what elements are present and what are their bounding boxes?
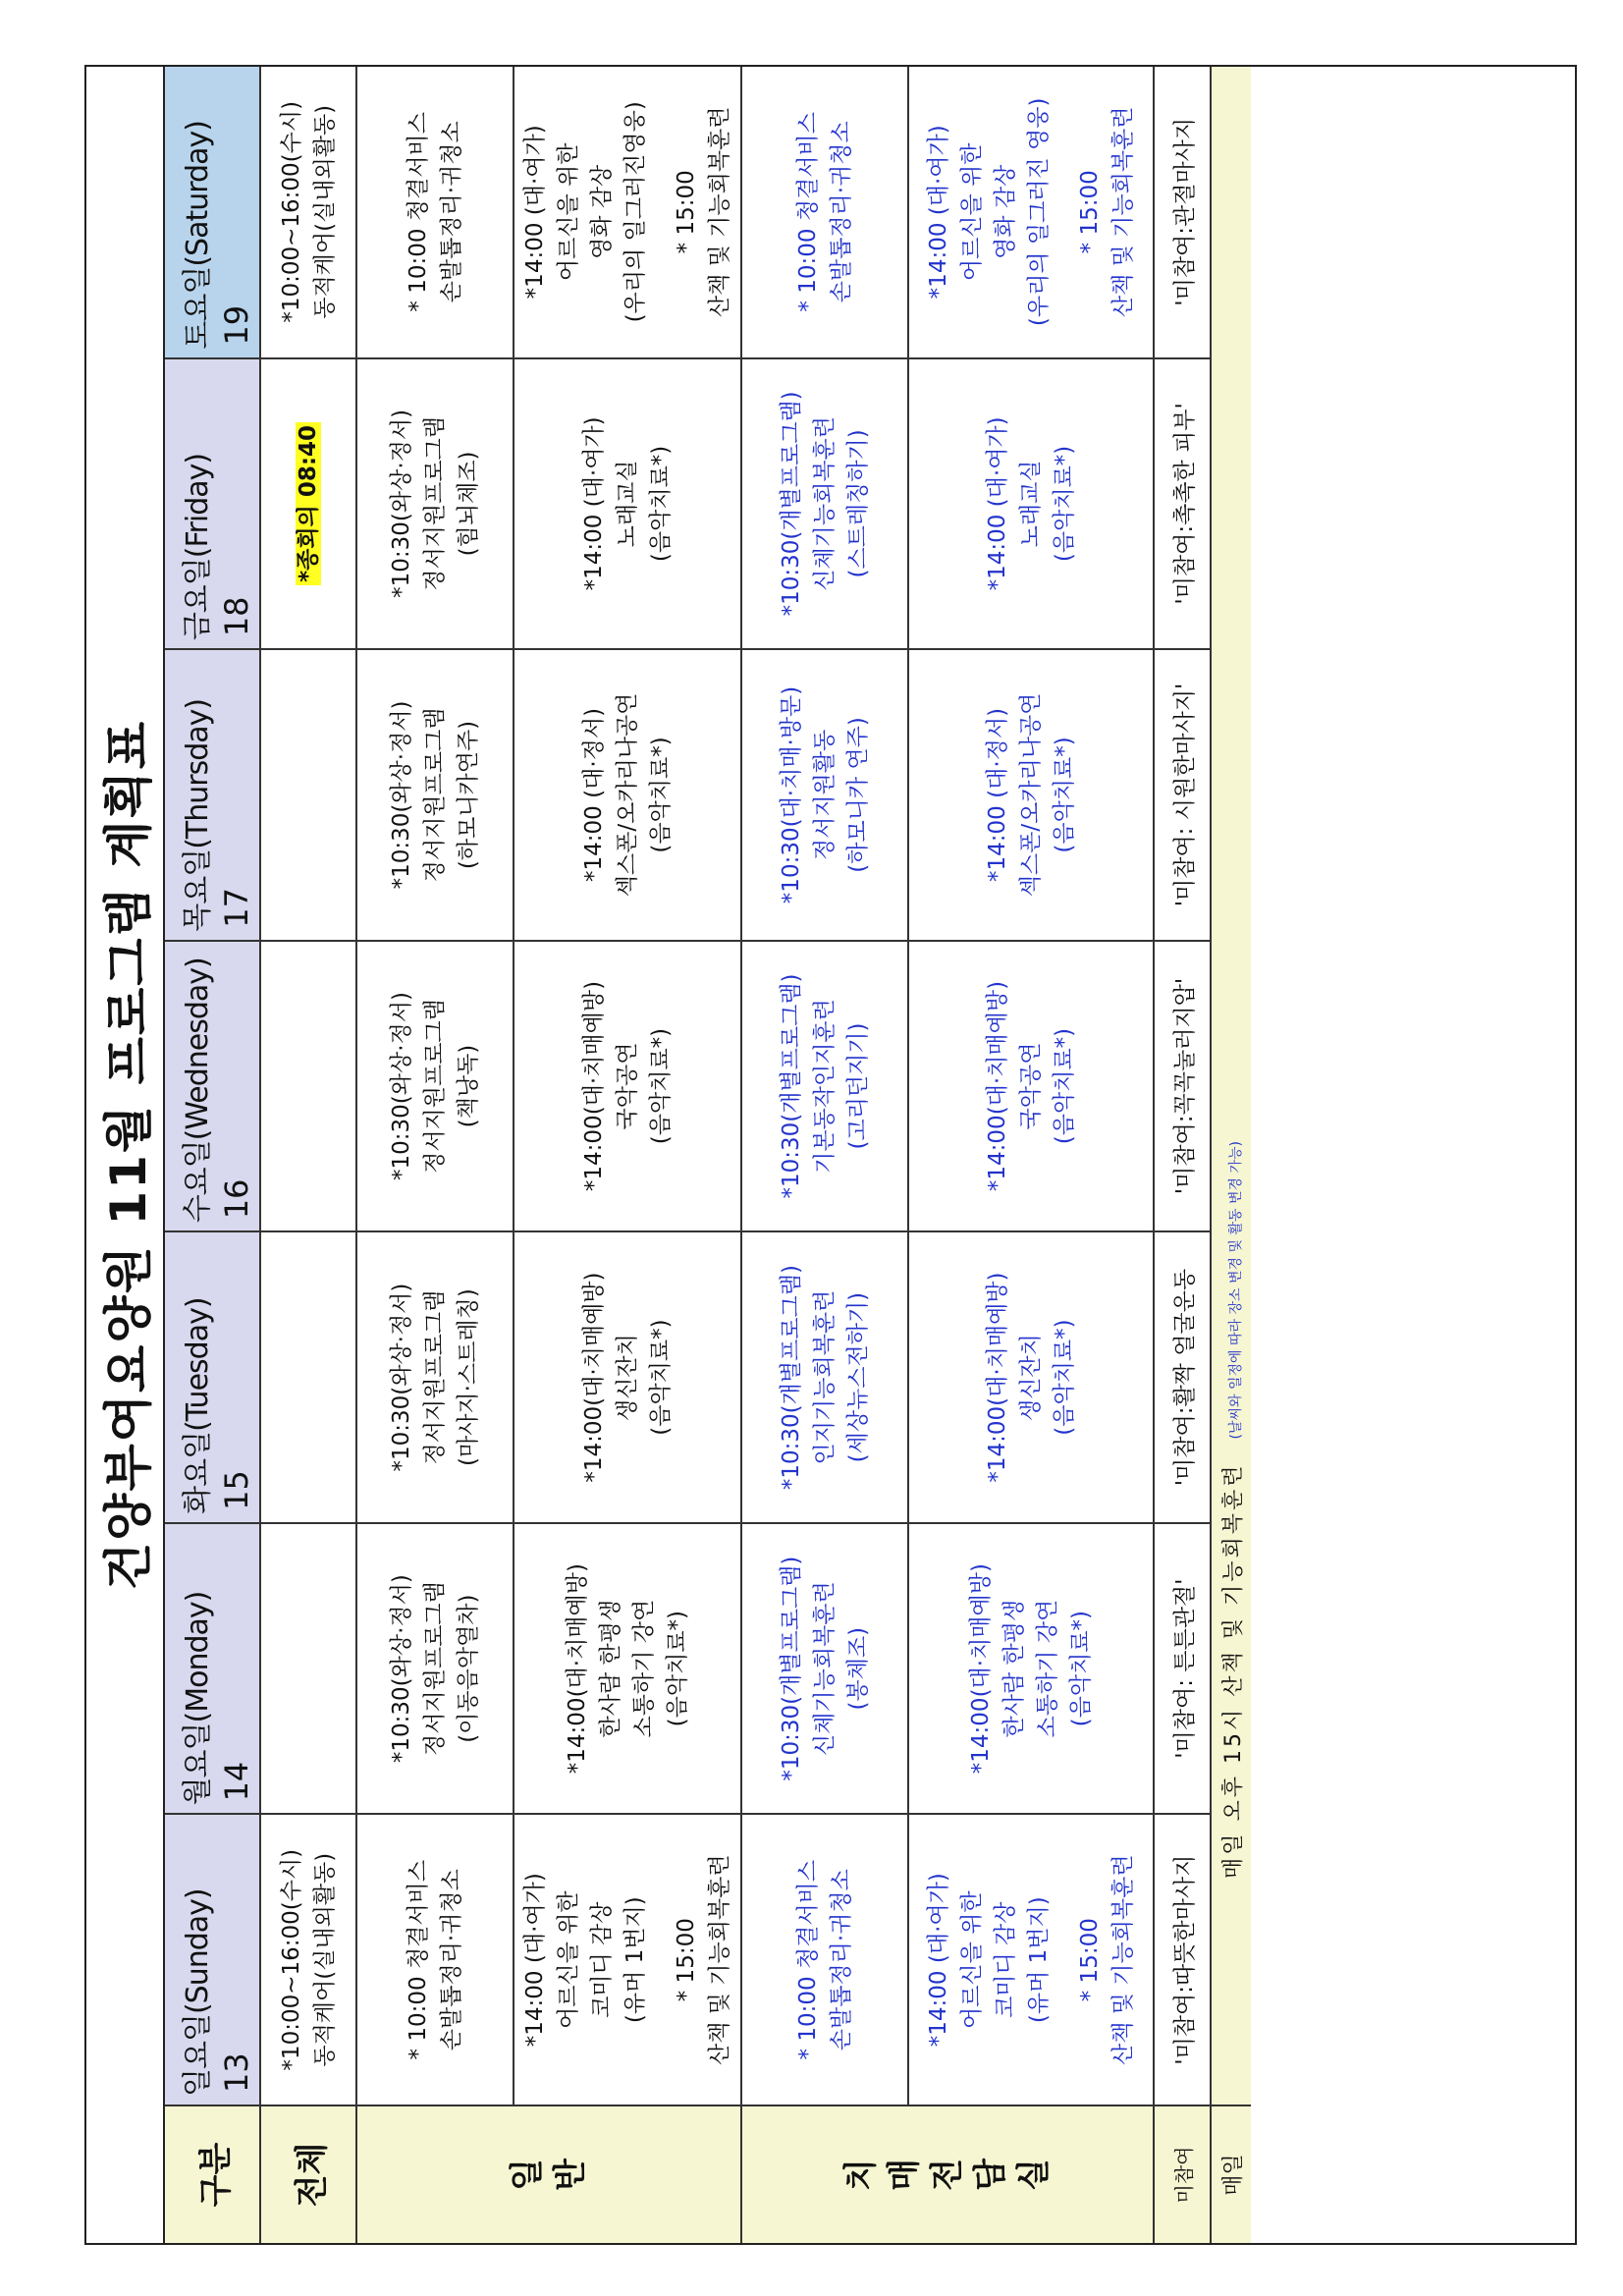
cell-line: (힘뇌체조): [456, 451, 481, 557]
day-header-wednesday: [165, 941, 260, 1232]
general-pm-saturday: [514, 67, 741, 358]
cell-line: (마사지·스트레칭): [456, 1288, 481, 1466]
cell-line: (음악치료*): [648, 1027, 674, 1145]
dementia-am-tuesday: [741, 1231, 908, 1523]
all-saturday: [260, 67, 356, 358]
cell-line: 생신잔치: [1018, 1334, 1044, 1422]
general-am-friday: [356, 358, 514, 650]
cell-line: (하모니카연주): [456, 720, 481, 870]
corner-label: 구분: [165, 2105, 260, 2243]
day-name: 금요일(Friday): [181, 453, 215, 641]
cell-line: 정서지원프로그램: [422, 416, 448, 591]
cell-line: * 10:00 청결서비스: [795, 1859, 821, 2060]
day-date: 19: [218, 304, 255, 346]
cell-line: (음악치료*): [1052, 1027, 1077, 1145]
day-date: 18: [218, 596, 255, 637]
cell-line: *10:00~16:00(수시): [279, 1848, 304, 2071]
general-am-row: [356, 67, 514, 2243]
absent-saturday: '미참여:관절마사지: [1154, 67, 1211, 358]
cell-line: * 10:00 청결서비스: [406, 1859, 431, 2060]
cell-line: (우리의 일그러진 영웅): [1026, 97, 1052, 327]
dementia-am-sunday: [741, 1814, 908, 2105]
cell-line: (음악치료*): [1052, 445, 1077, 563]
dementia-am-saturday: [741, 67, 908, 358]
cell-line: 기본동작인지훈련: [812, 999, 838, 1174]
cell-line: (고리던지기): [845, 1022, 871, 1150]
daily-note: [1211, 67, 1251, 2105]
section-label: 일 반: [508, 2159, 590, 2191]
cell-line: 코미디 감상: [589, 1901, 615, 2018]
cell-line: 손발톱정리·귀청소: [829, 1869, 854, 2051]
cell-line: * 15:00: [674, 170, 699, 254]
cell-line: *14:00 (대·여가): [522, 1873, 548, 2048]
cell-line: *14:00 (대·정서): [985, 707, 1010, 882]
cell-line: *14:00 (대·여가): [926, 1873, 951, 2048]
cell-line: *14:00 (대·정서): [581, 707, 607, 882]
cell-line: 어르신을 위한: [959, 142, 985, 282]
dementia-am-wednesday: [741, 941, 908, 1232]
general-am-tuesday: [356, 1231, 514, 1523]
cell-line: 섹스폰/오카리나공연: [1018, 692, 1044, 898]
dementia-pm-monday: [908, 1523, 1154, 1815]
all-tuesday: [260, 1231, 356, 1523]
daily-text: 매일 오후 15시 산책 및 기능회복훈련: [1220, 1462, 1246, 1879]
absent-sunday: '미참여:따뜻한마사지: [1154, 1814, 1211, 2105]
cell-line: 한사람 한평생: [1001, 1599, 1027, 1738]
cell-line: 산책 및 기능회복훈련: [1110, 1854, 1136, 2065]
absent-friday: '미참여:촉촉한 피부': [1154, 358, 1211, 650]
dementia-pm-row: [908, 67, 1154, 2243]
section-absent: 미참여: [1154, 2105, 1211, 2243]
day-header-friday: [165, 358, 260, 650]
cell-line: 코미디 감상: [993, 1901, 1018, 2018]
cell-line: 노래교실: [1018, 460, 1044, 548]
dementia-pm-wednesday: [908, 941, 1154, 1232]
general-am-wednesday: [356, 941, 514, 1232]
cell-line: 섹스폰/오카리나공연: [615, 692, 640, 898]
cell-line: 정서지원프로그램: [422, 1289, 448, 1465]
cell-line: *10:30(개별프로그램): [779, 1265, 804, 1491]
all-row: [260, 67, 356, 2243]
schedule-frame: [84, 65, 1577, 2245]
cell-line: 소통하기 강연: [631, 1599, 657, 1738]
all-monday: [260, 1523, 356, 1815]
cell-line: *10:30(와상·정서): [389, 409, 414, 598]
cell-line: 인지기능회복훈련: [812, 1289, 838, 1465]
cell-line: 영화 감상: [993, 164, 1018, 259]
cell-line: *10:30(와상·정서): [389, 700, 414, 890]
cell-line: 영화 감상: [589, 164, 615, 259]
cell-line: (스트레칭하기): [845, 429, 871, 578]
daily-subnote: (날씨와 일정에 따라 장소 변경 및 활동 변경 가능): [1227, 1141, 1244, 1440]
cell-line: 손발톱정리·귀청소: [439, 121, 464, 303]
cell-line: (유머 1번지): [1026, 1896, 1052, 2024]
general-pm-sunday: [514, 1814, 741, 2105]
cell-line: * 10:00 청결서비스: [406, 112, 431, 312]
cell-line: * 15:00: [1077, 170, 1103, 254]
cell-line: *14:00(대·치매예방): [581, 1272, 607, 1483]
cell-line: (책낭독): [456, 1044, 481, 1128]
day-date: 17: [218, 888, 255, 928]
cell-line: 산책 및 기능회복훈련: [707, 106, 732, 318]
dementia-pm-sunday: [908, 1814, 1154, 2105]
cell-line: 국악공연: [1018, 1042, 1044, 1130]
cell-line: (세상뉴스전하기): [845, 1291, 871, 1463]
page-title: 건양부여요양원 11월 프로그램 계획표: [86, 67, 165, 2243]
day-header-sunday: [165, 1814, 260, 2105]
section-label: 치 매 전 담 실: [841, 2159, 1054, 2191]
cell-line: (봉체조): [845, 1626, 871, 1711]
dementia-pm-tuesday: [908, 1231, 1154, 1523]
cell-line: 어르신을 위한: [556, 1890, 581, 2030]
day-header-saturday: [165, 67, 260, 358]
cell-line: *14:00 (대·여가): [926, 125, 951, 300]
day-date: 15: [218, 1470, 255, 1510]
general-pm-tuesday: [514, 1231, 741, 1523]
cell-line: 동적케어(실내외활동): [312, 1852, 338, 2067]
section-all: 전체: [260, 2105, 356, 2243]
general-am-sunday: [356, 1814, 514, 2105]
absent-tuesday: '미참여:활짝 얼굴운동: [1154, 1231, 1211, 1523]
cell-line: *14:00(대·치매예방): [968, 1563, 994, 1775]
cell-line: *10:30(개별프로그램): [779, 973, 804, 1199]
cell-line: 어르신을 위한: [556, 142, 581, 282]
day-name: 목요일(Thursday): [181, 698, 215, 932]
cell-line: * 15:00: [674, 1918, 699, 2002]
all-wednesday: [260, 941, 356, 1232]
cell-line: (유머 1번지): [622, 1896, 648, 2024]
cell-line: *14:00(대·치매예방): [565, 1563, 590, 1775]
absent-thursday: '미참여: 시원한마사지': [1154, 649, 1211, 941]
day-name: 일요일(Sunday): [181, 1888, 215, 2097]
day-name: 월요일(Monday): [181, 1591, 215, 1806]
cell-line: *14:00(대·치매예방): [985, 1272, 1010, 1483]
day-header-thursday: [165, 649, 260, 941]
meeting-highlight: *종회의 08:40: [296, 422, 321, 585]
cell-line: 신체기능회복훈련: [812, 416, 838, 591]
cell-line: 생신잔치: [615, 1334, 640, 1422]
cell-line: 어르신을 위한: [959, 1890, 985, 2030]
header-row: [165, 67, 260, 2243]
day-header-monday: [165, 1523, 260, 1815]
cell-line: (음악치료*): [1052, 1319, 1077, 1436]
general-am-saturday: [356, 67, 514, 358]
dementia-am-thursday: [741, 649, 908, 941]
cell-line: *14:00 (대·여가): [985, 416, 1010, 591]
absent-row: [1154, 67, 1211, 2243]
daily-row: [1211, 67, 1251, 2243]
cell-line: *10:30(대·치매·방문): [779, 685, 804, 904]
cell-line: *14:00 (대·여가): [581, 416, 607, 591]
general-pm-row: [514, 67, 741, 2243]
day-date: 16: [218, 1178, 255, 1220]
day-date: 13: [218, 2052, 255, 2093]
general-pm-monday: [514, 1523, 741, 1815]
general-pm-friday: [514, 358, 741, 650]
dementia-am-friday: [741, 358, 908, 650]
cell-line: *14:00(대·치매예방): [985, 980, 1010, 1192]
general-am-thursday: [356, 649, 514, 941]
cell-line: 산책 및 기능회복훈련: [1110, 106, 1136, 318]
cell-line: 한사람 한평생: [598, 1599, 623, 1738]
cell-line: *10:30(와상·정서): [389, 1574, 414, 1764]
cell-line: (음악치료*): [1068, 1610, 1094, 1727]
cell-line: 손발톱정리·귀청소: [439, 1869, 464, 2051]
section-dementia: [741, 2105, 1154, 2243]
schedule-table: [165, 67, 1251, 2243]
cell-line: (우리의 일그러진영웅): [622, 101, 648, 323]
cell-line: 정서지원프로그램: [422, 707, 448, 883]
cell-line: (음악치료*): [1052, 737, 1077, 853]
absent-monday: '미참여: 튼튼관절': [1154, 1523, 1211, 1815]
cell-line: (이동음악열차): [456, 1594, 481, 1743]
cell-line: (음악치료*): [648, 445, 674, 563]
cell-line: *10:30(개별프로그램): [779, 1556, 804, 1781]
cell-line: 신체기능회복훈련: [812, 1581, 838, 1757]
dementia-am-monday: [741, 1523, 908, 1815]
cell-line: 정서지원활동: [812, 729, 838, 861]
cell-line: * 15:00: [1077, 1918, 1103, 2002]
absent-wednesday: '미참여:꼭꼭눌러지압': [1154, 941, 1211, 1232]
day-name: 화요일(Tuesday): [181, 1297, 215, 1514]
all-friday: [260, 358, 356, 650]
cell-line: * 10:00 청결서비스: [795, 112, 821, 312]
cell-line: *14:00 (대·여가): [522, 125, 548, 300]
cell-line: 소통하기 강연: [1035, 1599, 1060, 1738]
day-name: 토요일(Saturday): [181, 121, 215, 350]
day-date: 14: [218, 1761, 255, 1802]
day-name: 수요일(Wednesday): [181, 957, 215, 1224]
cell-line: *10:30(개별프로그램): [779, 391, 804, 617]
cell-line: 노래교실: [615, 460, 640, 548]
section-daily: 매일: [1211, 2105, 1251, 2243]
cell-line: 산책 및 기능회복훈련: [707, 1854, 732, 2065]
cell-line: (음악치료*): [648, 737, 674, 853]
dementia-am-row: [741, 67, 908, 2243]
cell-line: 동적케어(실내외활동): [312, 104, 338, 319]
cell-line: (음악치료*): [665, 1610, 690, 1727]
general-pm-wednesday: [514, 941, 741, 1232]
cell-line: 국악공연: [615, 1042, 640, 1130]
dementia-pm-thursday: [908, 649, 1154, 941]
cell-line: *10:00~16:00(수시): [279, 100, 304, 323]
all-sunday: [260, 1814, 356, 2105]
general-pm-thursday: [514, 649, 741, 941]
cell-line: *10:30(와상·정서): [389, 992, 414, 1180]
cell-line: 손발톱정리·귀청소: [829, 121, 854, 303]
dementia-pm-friday: [908, 358, 1154, 650]
cell-line: 정서지원프로그램: [422, 1581, 448, 1757]
all-thursday: [260, 649, 356, 941]
day-header-tuesday: [165, 1231, 260, 1523]
dementia-pm-saturday: [908, 67, 1154, 358]
cell-line: *10:30(와상·정서): [389, 1283, 414, 1472]
section-general: [356, 2105, 741, 2243]
cell-line: *14:00(대·치매예방): [581, 980, 607, 1192]
cell-line: (음악치료*): [648, 1319, 674, 1436]
general-am-monday: [356, 1523, 514, 1815]
cell-line: (하모니카 연주): [845, 717, 871, 873]
cell-line: 정서지원프로그램: [422, 999, 448, 1174]
